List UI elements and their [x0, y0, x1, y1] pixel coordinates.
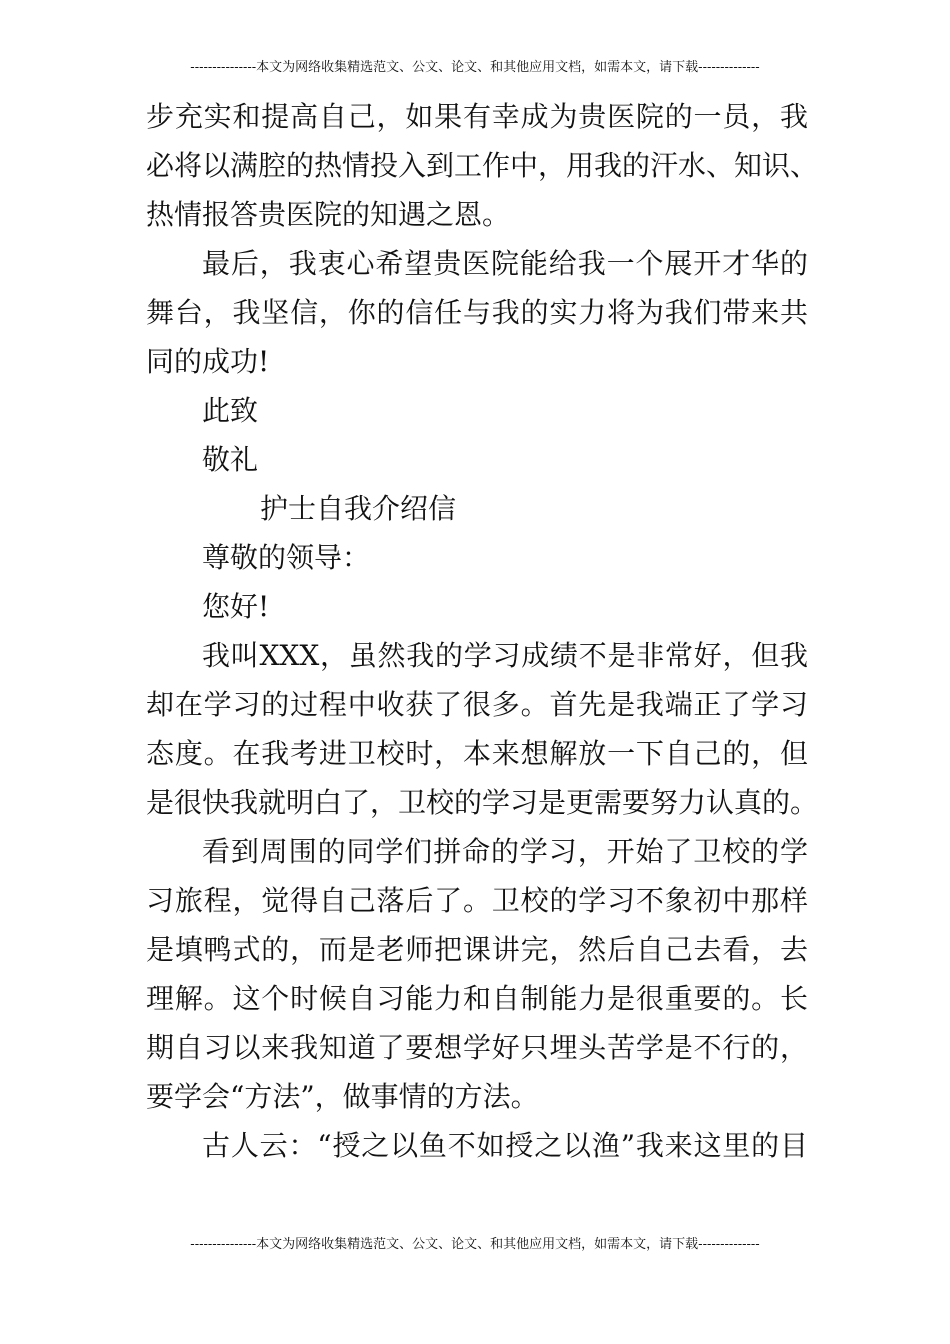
body-line: 我叫XXX，虽然我的学习成绩不是非常好，但我	[202, 639, 808, 672]
body-line: 必将以满腔的热情投入到工作中，用我的汗水、知识、	[146, 149, 819, 182]
body-line: 态度。在我考进卫校时，本来想解放一下自己的，但	[146, 737, 808, 770]
document-body	[146, 92, 819, 1170]
body-line: 最后，我衷心希望贵医院能给我一个展开才华的	[202, 247, 808, 280]
body-line: 习旅程，觉得自己落后了。卫校的学习不象初中那样	[146, 884, 808, 917]
body-line: 要学会“方法”，做事情的方法。	[146, 1080, 539, 1113]
body-line: 同的成功!	[146, 345, 270, 378]
greeting: 您好!	[202, 590, 270, 623]
closing-salutation: 敬礼	[202, 443, 259, 476]
body-line: 理解。这个时候自习能力和自制能力是很重要的。长	[146, 982, 808, 1015]
body-line: 步充实和提高自己，如果有幸成为贵医院的一员，我	[146, 100, 808, 133]
header-banner: ---------------本文为网络收集精选范文、公文、论文、和其他应用文档，如需本文，请下载--------------	[190, 60, 760, 75]
closing-salutation: 此致	[202, 394, 259, 427]
body-line: 却在学习的过程中收获了很多。首先是我端正了学习	[146, 688, 808, 721]
body-line: 看到周围的同学们拼命的学习，开始了卫校的学	[202, 835, 808, 868]
letter-title: 护士自我介绍信	[260, 492, 457, 525]
body-line: 期自习以来我知道了要想学好只埋头苦学是不行的，	[146, 1031, 808, 1064]
body-line: 古人云：“授之以鱼不如授之以渔”我来这里的目	[202, 1129, 808, 1162]
body-line: 热情报答贵医院的知遇之恩。	[146, 198, 511, 231]
greeting: 尊敬的领导：	[202, 541, 371, 574]
footer-banner: ---------------本文为网络收集精选范文、公文、论文、和其他应用文档，如需本文，请下载--------------	[190, 1237, 760, 1252]
body-line: 是填鸭式的，而是老师把课讲完，然后自己去看，去	[146, 933, 808, 966]
body-line: 是很快我就明白了，卫校的学习是更需要努力认真的。	[146, 786, 819, 819]
body-line: 舞台，我坚信，你的信任与我的实力将为我们带来共	[146, 296, 808, 329]
